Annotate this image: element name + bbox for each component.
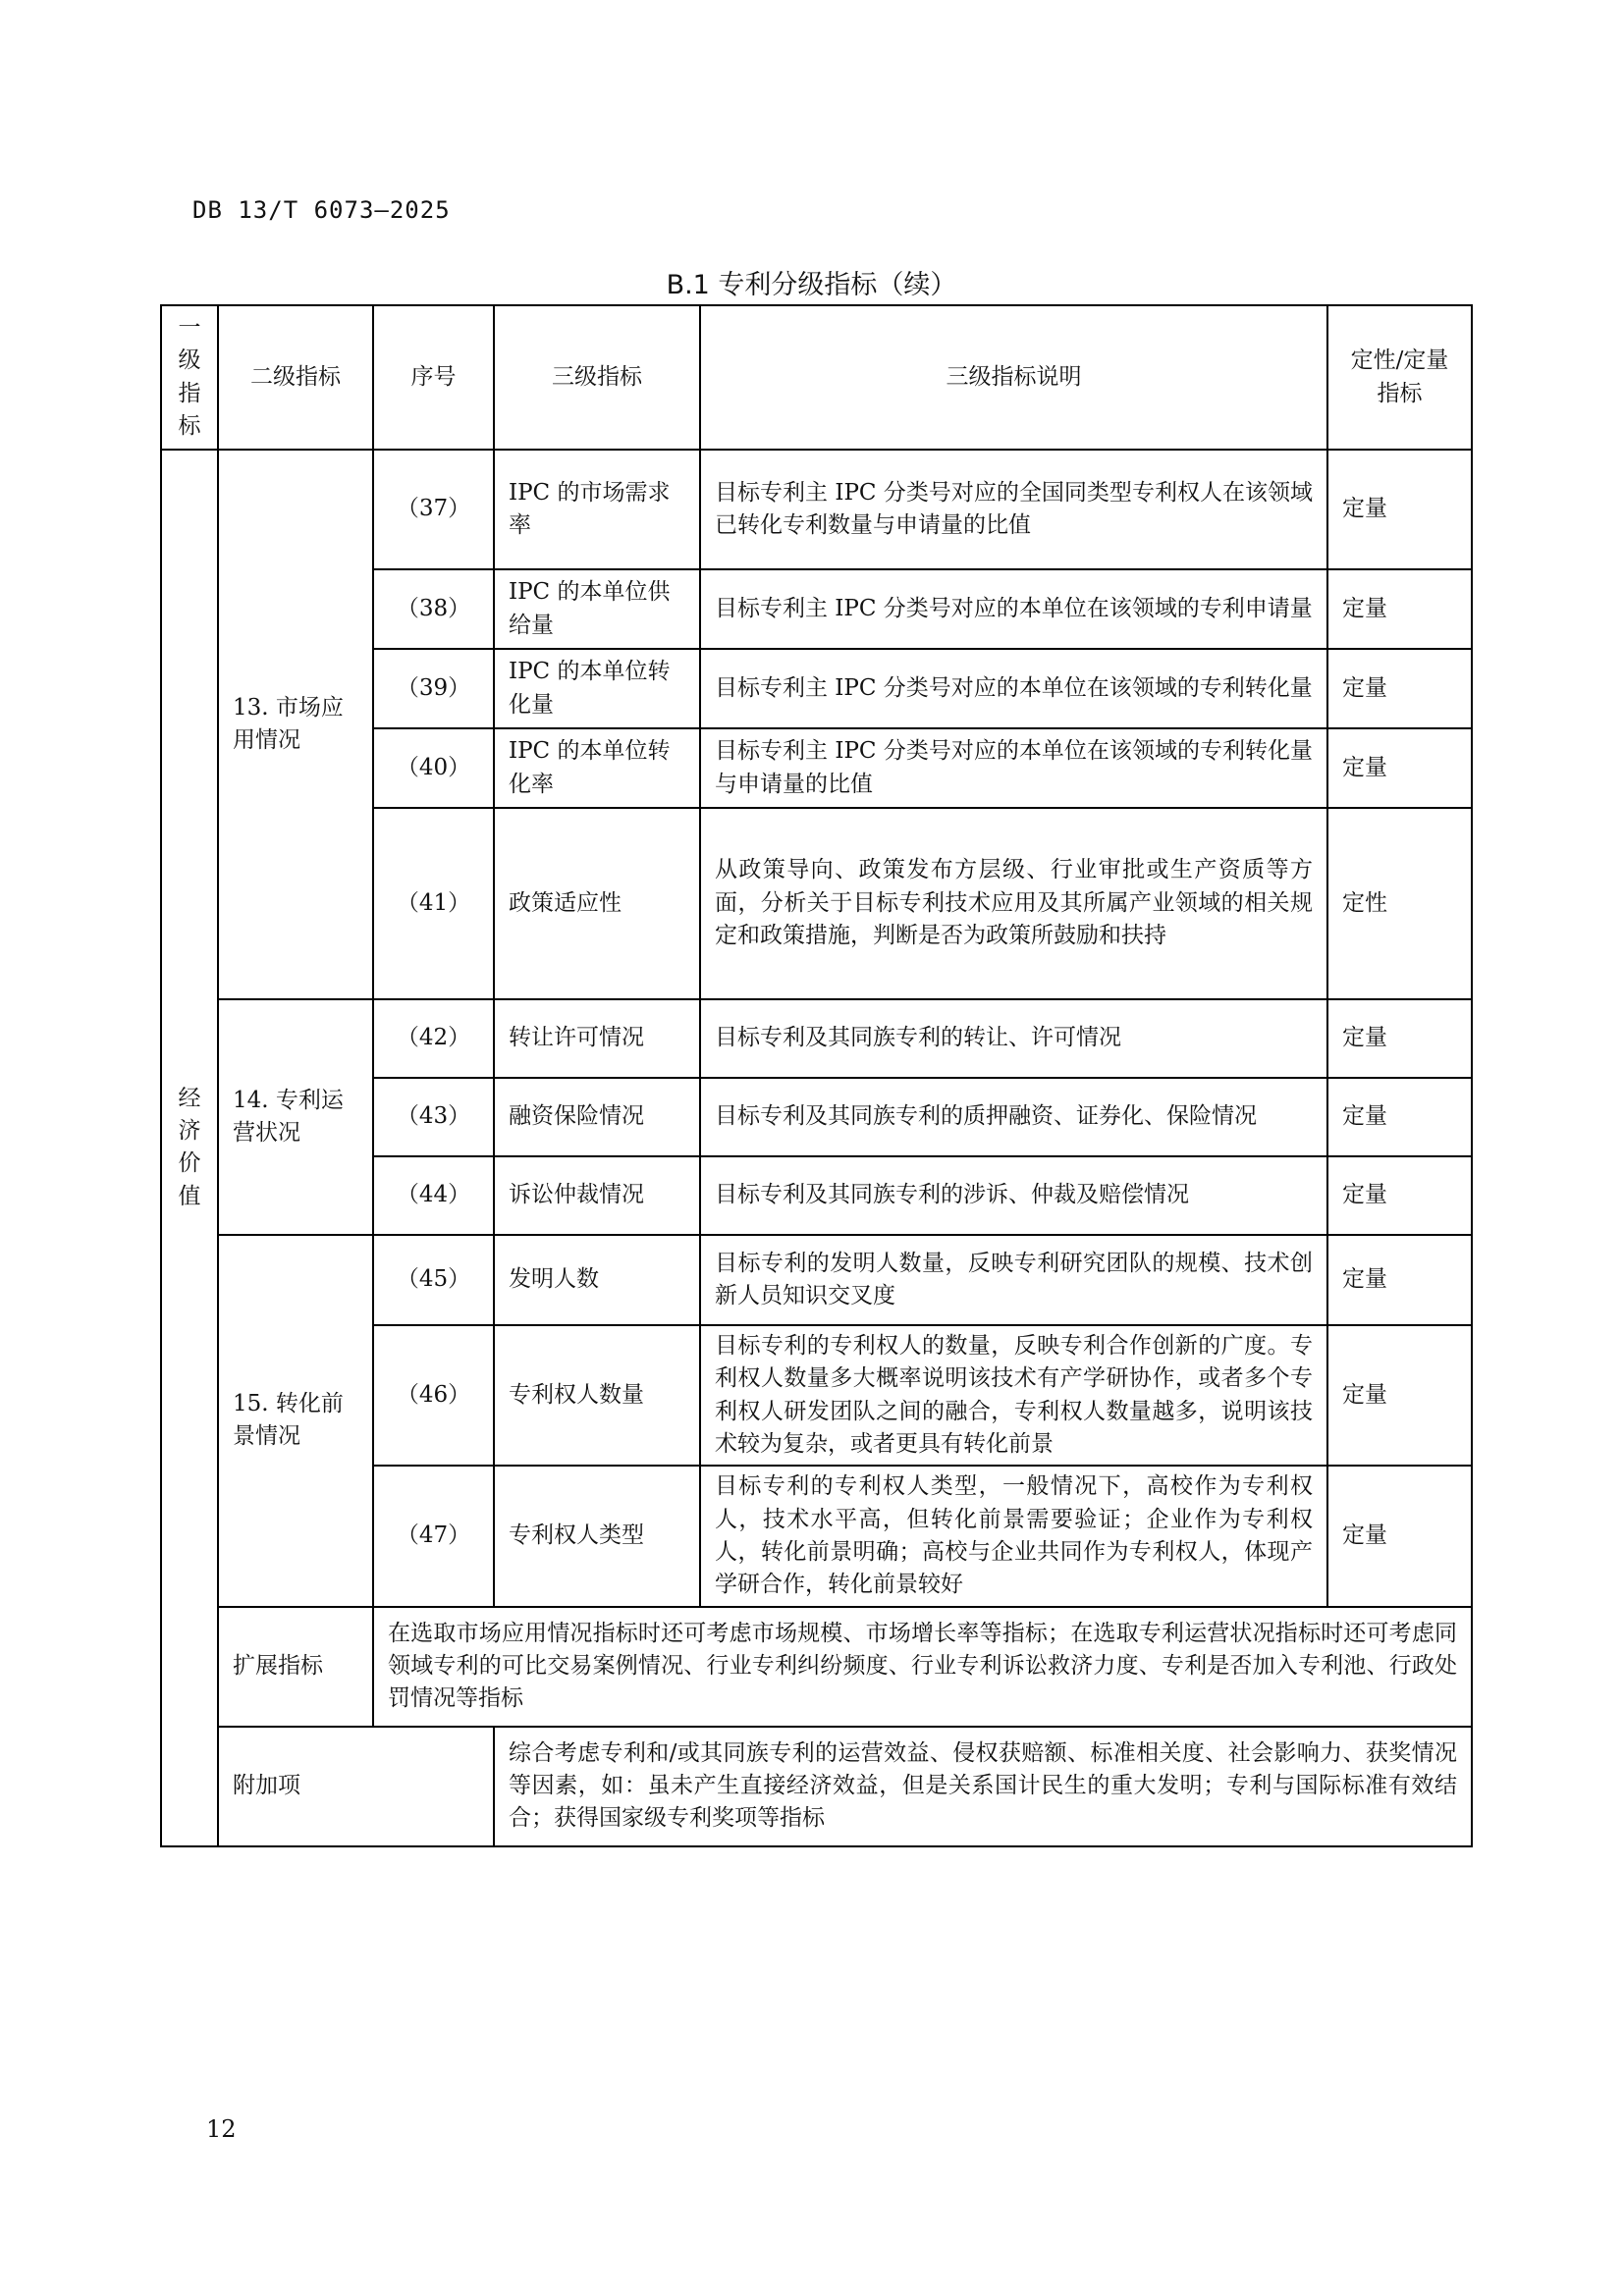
extension-label: 扩展指标 — [218, 1607, 373, 1727]
desc-cell: 目标专利主 IPC 分类号对应的本单位在该领域的专利申请量 — [700, 569, 1327, 649]
seq-cell: （41） — [373, 808, 494, 999]
addition-row — [161, 1727, 1472, 1846]
desc-cell: 目标专利及其同族专利的质押融资、证券化、保险情况 — [700, 1078, 1327, 1156]
type-cell: 定量 — [1327, 1235, 1472, 1325]
level3-cell: 政策适应性 — [494, 808, 700, 999]
seq-cell: （45） — [373, 1235, 494, 1325]
addition-label: 附加项 — [218, 1727, 494, 1846]
seq-cell: （43） — [373, 1078, 494, 1156]
page-number: 12 — [206, 2115, 237, 2143]
level3-cell: IPC 的本单位转化量 — [494, 649, 700, 728]
table-title: B.1 专利分级指标（续） — [666, 270, 957, 300]
seq-cell: （44） — [373, 1156, 494, 1235]
level3-cell: 诉讼仲裁情况 — [494, 1156, 700, 1235]
desc-cell: 目标专利主 IPC 分类号对应的本单位在该领域的专利转化量与申请量的比值 — [700, 728, 1327, 808]
table-row — [161, 450, 1472, 569]
header-level2: 二级指标 — [218, 305, 373, 450]
extension-text: 在选取市场应用情况指标时还可考虑市场规模、市场增长率等指标；在选取专利运营状况指标时还可考虑同领域专利的可比交易案例情况、行业专利纠纷频度、行业专利诉讼救济力度、专利是否加入专利池、行政处罚情况等指标 — [373, 1607, 1472, 1727]
header-type: 定性/定量指标 — [1327, 305, 1472, 450]
desc-cell: 目标专利主 IPC 分类号对应的全国同类型专利权人在该领域已转化专利数量与申请量的比值 — [700, 450, 1327, 569]
desc-cell: 目标专利的发明人数量，反映专利研究团队的规模、技术创新人员知识交叉度 — [700, 1235, 1327, 1325]
level3-cell: IPC 的市场需求率 — [494, 450, 700, 569]
desc-cell: 从政策导向、政策发布方层级、行业审批或生产资质等方面，分析关于目标专利技术应用及其所属产业领域的相关规定和政策措施，判断是否为政策所鼓励和扶持 — [700, 808, 1327, 999]
type-cell: 定量 — [1327, 649, 1472, 728]
extension-row — [161, 1607, 1472, 1727]
level1-economic-value — [161, 450, 218, 1846]
table-row — [161, 1235, 1472, 1325]
level3-cell: IPC 的本单位供给量 — [494, 569, 700, 649]
header-level1 — [161, 305, 218, 450]
seq-cell: （37） — [373, 450, 494, 569]
seq-cell: （42） — [373, 999, 494, 1078]
type-cell: 定量 — [1327, 1156, 1472, 1235]
desc-cell: 目标专利主 IPC 分类号对应的本单位在该领域的专利转化量 — [700, 649, 1327, 728]
level3-cell: 发明人数 — [494, 1235, 700, 1325]
header-seq: 序号 — [373, 305, 494, 450]
seq-cell: （39） — [373, 649, 494, 728]
level2-cell: 15. 转化前景情况 — [218, 1235, 373, 1607]
seq-cell: （40） — [373, 728, 494, 808]
type-cell: 定量 — [1327, 450, 1472, 569]
seq-cell: （47） — [373, 1466, 494, 1606]
level2-cell: 14. 专利运营状况 — [218, 999, 373, 1235]
desc-cell: 目标专利的专利权人的数量，反映专利合作创新的广度。专利权人数量多大概率说明该技术有产学研协作，或者多个专利权人研发团队之间的融合，专利权人数量越多，说明该技术较为复杂，或者更具有转化前景 — [700, 1325, 1327, 1466]
level3-cell: 专利权人数量 — [494, 1325, 700, 1466]
header-level3: 三级指标 — [494, 305, 700, 450]
header-desc: 三级指标说明 — [700, 305, 1327, 450]
type-cell: 定量 — [1327, 1325, 1472, 1466]
level3-cell: 融资保险情况 — [494, 1078, 700, 1156]
table-header-row — [161, 305, 1472, 450]
document-code: DB 13/T 6073—2025 — [192, 196, 451, 224]
table-row — [161, 999, 1472, 1078]
level3-cell: 转让许可情况 — [494, 999, 700, 1078]
type-cell: 定性 — [1327, 808, 1472, 999]
type-cell: 定量 — [1327, 569, 1472, 649]
type-cell: 定量 — [1327, 1078, 1472, 1156]
level2-cell: 13. 市场应用情况 — [218, 450, 373, 999]
type-cell: 定量 — [1327, 999, 1472, 1078]
type-cell: 定量 — [1327, 1466, 1472, 1606]
header-level1-text: 一 级 指 标 — [178, 314, 201, 439]
patent-grading-table — [160, 304, 1473, 1847]
desc-cell: 目标专利及其同族专利的涉诉、仲裁及赔偿情况 — [700, 1156, 1327, 1235]
desc-cell: 目标专利的专利权人类型，一般情况下，高校作为专利权人，技术水平高，但转化前景需要验证；企业作为专利权人，转化前景明确；高校与企业共同作为专利权人，体现产学研合作，转化前景较好 — [700, 1466, 1327, 1606]
level3-cell: 专利权人类型 — [494, 1466, 700, 1606]
addition-text: 综合考虑专利和/或其同族专利的运营效益、侵权获赔额、标准相关度、社会影响力、获奖情况等因素，如：虽未产生直接经济效益，但是关系国计民生的重大发明；专利与国际标准有效结合；获得国家级专利奖项等指标 — [494, 1727, 1472, 1846]
desc-cell: 目标专利及其同族专利的转让、许可情况 — [700, 999, 1327, 1078]
level3-cell: IPC 的本单位转化率 — [494, 728, 700, 808]
seq-cell: （46） — [373, 1325, 494, 1466]
level1-economic-text: 经 济 价 值 — [178, 1085, 201, 1209]
type-cell: 定量 — [1327, 728, 1472, 808]
seq-cell: （38） — [373, 569, 494, 649]
